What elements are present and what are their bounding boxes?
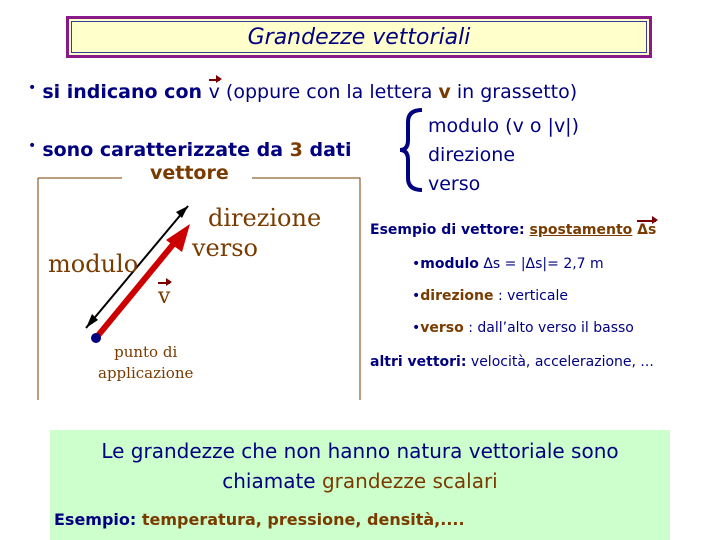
bullet-dot: •: [412, 256, 421, 272]
example-title-symbol: Δs: [637, 222, 657, 238]
example-direzione-label: direzione: [420, 288, 494, 304]
example-altri-label: altri vettori:: [370, 354, 467, 370]
brace-modulo-paren: (v o |v|): [499, 115, 579, 137]
example-direzione-value: : verticale: [493, 288, 568, 304]
example-modulo-label: modulo: [420, 256, 479, 272]
line2-text: sono caratterizzate da: [42, 139, 290, 161]
label-punto-applicazione: [98, 342, 193, 384]
line2-word: dati: [302, 139, 352, 161]
example-verso-value: : dall’alto verso il basso: [463, 320, 634, 336]
scalar-example: [54, 510, 465, 529]
scalar-line-2a: chiamate: [222, 469, 322, 493]
scalar-example-value: temperatura, pressione, densità,....: [136, 510, 465, 529]
bullet-dot: •: [28, 138, 37, 154]
example-altri-value: velocità, accelerazione, ...: [466, 354, 654, 370]
line1-letter: v: [438, 81, 451, 103]
bullet-dot: •: [412, 288, 421, 304]
brace-icon: [396, 108, 426, 192]
label-verso: verso: [192, 234, 258, 262]
scalar-line-2b: grandezze scalari: [321, 469, 498, 493]
brace-item-modulo: [428, 112, 579, 141]
scalar-line-2: [50, 466, 670, 496]
bullet-line-1: [28, 80, 577, 103]
brace-modulo-text: modulo: [428, 115, 500, 137]
line1-before: si indicano con: [42, 81, 209, 103]
line1-after: (oppure con la lettera: [219, 81, 439, 103]
scalar-example-label: Esempio:: [54, 510, 137, 529]
brace-list: [428, 112, 579, 199]
scalar-line-1: Le grandezze che non hanno natura vettoriale sono: [101, 439, 619, 463]
page-title: Grandezze vettoriali: [247, 24, 471, 50]
example-title: [370, 222, 656, 238]
vector-outline-head: [176, 206, 188, 218]
punto-line-1: punto di: [114, 343, 178, 361]
example-title-value: spostamento: [529, 222, 633, 238]
bullet-line-2: [28, 138, 352, 161]
bullet-dot: •: [28, 80, 37, 96]
label-direzione: direzione: [208, 204, 322, 232]
example-modulo: [412, 256, 604, 272]
example-direzione: [412, 288, 568, 304]
punto-line-2: applicazione: [98, 364, 194, 382]
example-verso-label: verso: [420, 320, 464, 336]
vector-v-symbol: v: [158, 284, 171, 309]
brace-item-direzione: direzione: [428, 144, 516, 166]
example-verso: [412, 320, 634, 336]
scalar-text: [50, 436, 670, 496]
bullet-dot: •: [412, 320, 421, 336]
example-title-prefix: Esempio di vettore:: [370, 222, 530, 238]
line1-end: in grassetto): [450, 81, 578, 103]
line2-number: 3: [289, 139, 303, 161]
frame-label-vettore: vettore: [150, 162, 229, 184]
label-modulo: modulo: [48, 250, 139, 278]
brace-item-verso: verso: [428, 173, 481, 195]
title-box: [66, 16, 652, 58]
vector-v-symbol: v: [208, 81, 220, 103]
example-altri: [370, 354, 654, 370]
label-vector-v: [158, 284, 170, 309]
example-modulo-value: Δs = |Δs|= 2,7 m: [478, 256, 604, 272]
